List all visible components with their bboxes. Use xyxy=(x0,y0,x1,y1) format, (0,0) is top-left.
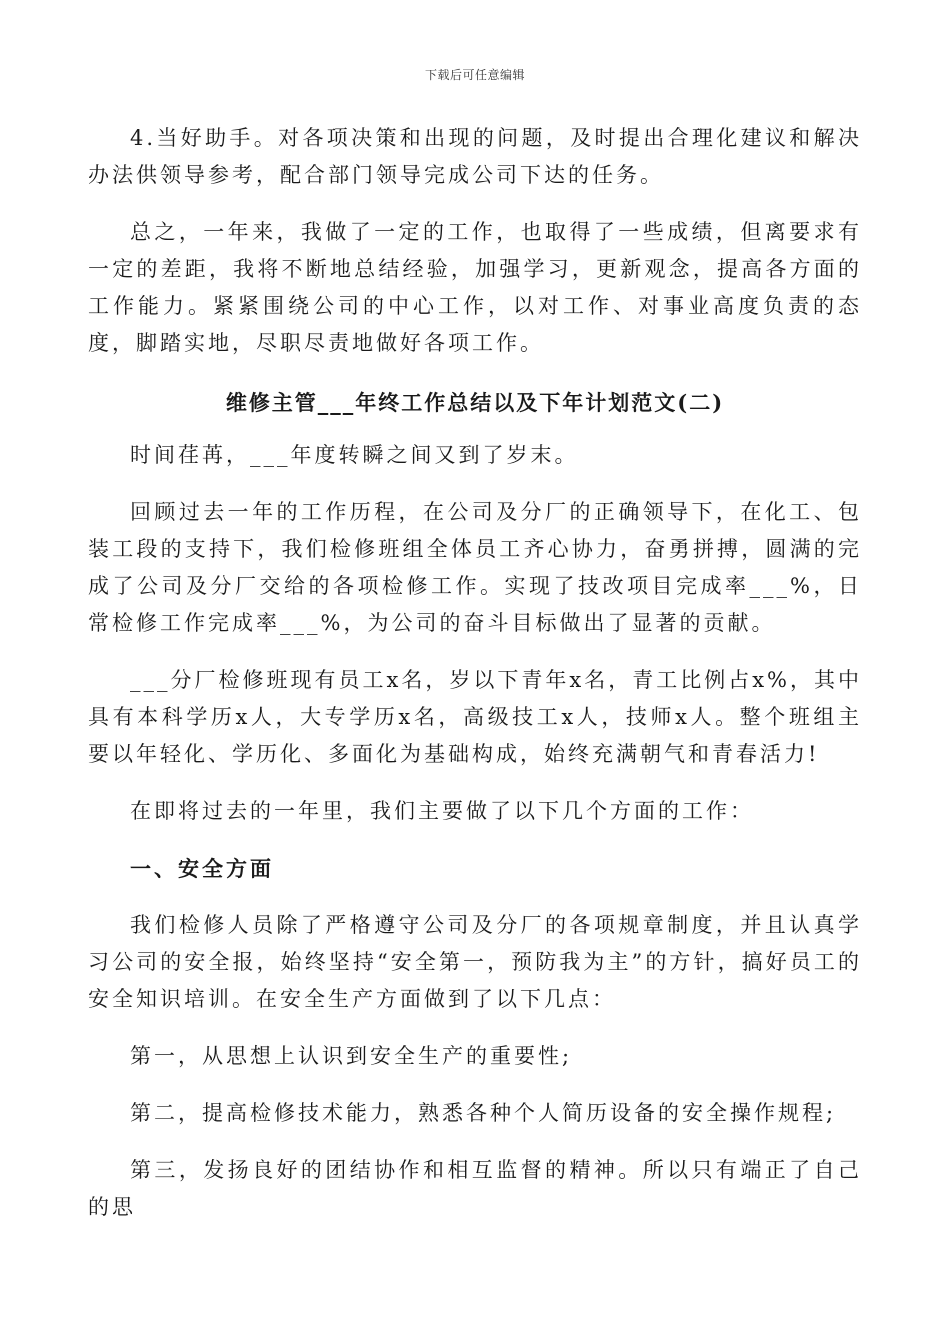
paragraph-9: 第二，提高检修技术能力，熟悉各种个人简历设备的安全操作规程; xyxy=(130,1101,837,1125)
paragraph-8: 第一，从思想上认识到安全生产的重要性; xyxy=(130,1044,573,1068)
paragraph-5: ___分厂检修班现有员工x名，岁以下青年x名，青工比例占x%，其中具有本科学历x人，大专学历x名，高级技工x人，技师x人。整个班组主要以年轻化、学历化、多面化为基础构成，始终充满朝气和青春活力! xyxy=(88,668,862,766)
paragraph-4: 回顾过去一年的工作历程，在公司及分厂的正确领导下，在化工、包装工段的支持下，我们检修班组全体员工齐心协力，奋勇拼搏，圆满的完成了公司及分厂交给的各项检修工作。实现了技改项目完成率___%，日常检修工作完成率___%，为公司的奋斗目标做出了显著的贡献。 xyxy=(88,500,862,635)
document-body xyxy=(88,120,862,1226)
paragraph-2: 总之，一年来，我做了一定的工作，也取得了一些成绩，但离要求有一定的差距，我将不断地总结经验，加强学习，更新观念，提高各方面的工作能力。紧紧围绕公司的中心工作，以对工作、对事业高度负责的态度，脚踏实地，尽职尽责地做好各项工作。 xyxy=(88,220,862,355)
paragraph-3: 时间荏苒，___年度转瞬之间又到了岁末。 xyxy=(130,443,579,467)
header-note: 下载后可任意编辑 xyxy=(424,68,525,82)
paragraph-6: 在即将过去的一年里，我们主要做了以下几个方面的工作： xyxy=(130,799,754,823)
paragraph-10: 第三，发扬良好的团结协作和相互监督的精神。所以只有端正了自己的思 xyxy=(88,1158,862,1219)
paragraph-1: 4.当好助手。对各项决策和出现的问题，及时提出合理化建议和解决办法供领导参考，配合部门领导完成公司下达的任务。 xyxy=(88,126,862,187)
paragraph-7: 我们检修人员除了严格遵守公司及分厂的各项规章制度，并且认真学习公司的安全报，始终坚持“安全第一，预防我为主”的方针，搞好员工的安全知识培训。在安全生产方面做到了以下几点： xyxy=(88,913,862,1011)
section-title: 维修主管___年终工作总结以及下年计划范文(二) xyxy=(225,390,725,415)
heading-safety: 一、安全方面 xyxy=(130,856,274,881)
